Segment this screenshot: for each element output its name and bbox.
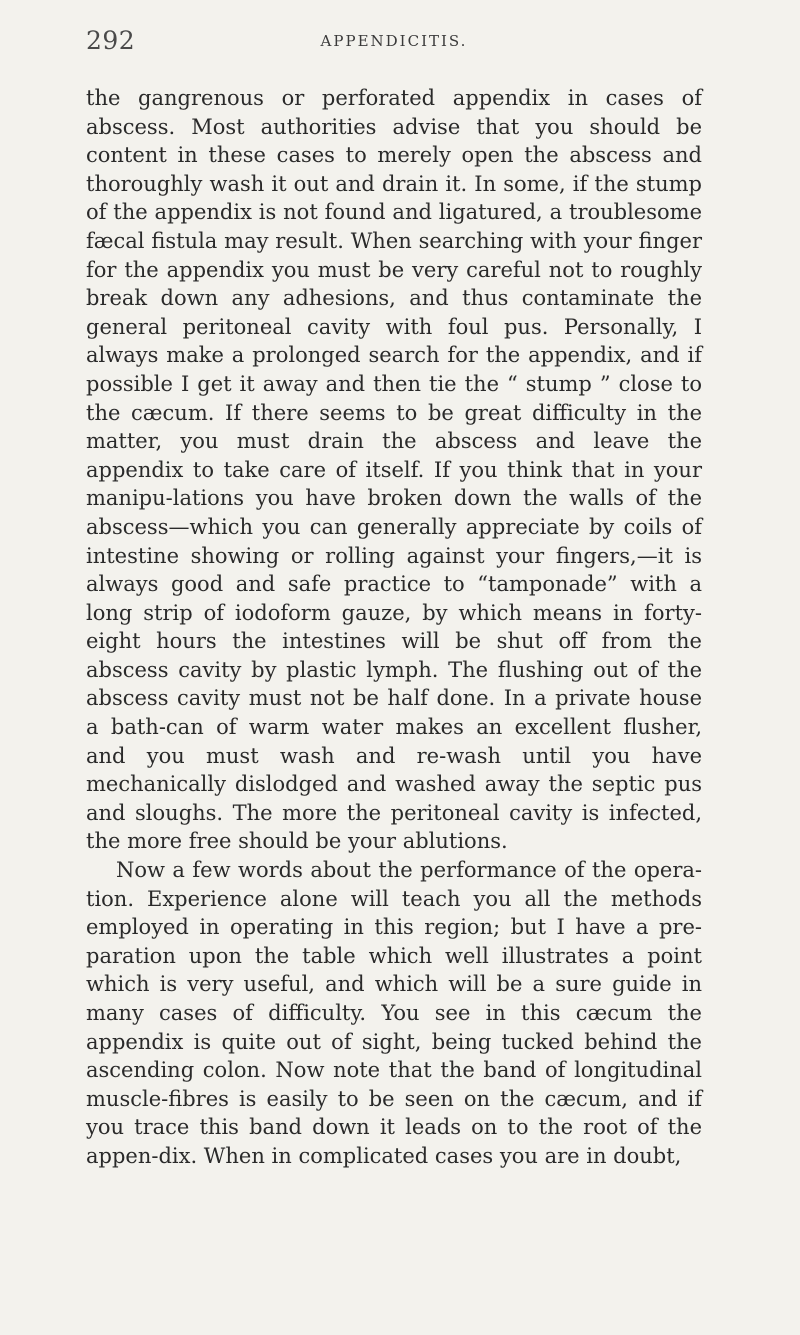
running-head: APPENDICITIS. <box>320 32 468 50</box>
body-text <box>86 84 702 1171</box>
page-header <box>86 26 702 56</box>
paragraph-1: the gangrenous or perforated appendix in cases of abscess. Most authorities advise that you should be content in these cases to merely open the abscess and thoroughly wash it out and drain it. In some, if the stump of the appendix is not found and ligatured, a troublesome fæcal fistula may result. When searching with your finger for the appendix you must be very careful not to roughly break down any adhesions, and thus contaminate the general peritoneal cavity with foul pus. Personally, I always make a prolonged search for the appendix, and if possible I get it away and then tie the “ stump ” close to the cæcum. If there seems to be great difficulty in the matter, you must drain the abscess and leave the appendix to take care of itself. If you think that in your manipu-lations you have broken down the walls of the abscess—which you can generally appreciate by coils of intestine showing or rolling against your fingers,—it is always good and safe practice to “tamponade” with a long strip of iodoform gauze, by which means in forty-eight hours the intestines will be shut off from the abscess cavity by plastic lymph. The flushing out of the abscess cavity must not be half done. In a private house a bath-can of warm water makes an excellent flusher, and you must wash and re-wash until you have mechanically dislodged and washed away the septic pus and sloughs. The more the peritoneal cavity is infected, the more free should be your ablutions. <box>86 86 702 854</box>
paragraph-2: Now a few words about the performance of the opera-tion. Experience alone will teach you all the methods employed in operating in this region; but I have a pre-paration upon the table which well illustrates a point which is very useful, and which will be a sure guide in many cases of difficulty. You see in this cæcum the appendix is quite out of sight, being tucked behind the ascending colon. Now note that the band of longitudinal muscle-fibres is easily to be seen on the cæcum, and if you trace this band down it leads on to the root of the appen-dix. When in complicated cases you are in doubt, <box>86 858 702 1168</box>
page-number: 292 <box>86 26 136 55</box>
